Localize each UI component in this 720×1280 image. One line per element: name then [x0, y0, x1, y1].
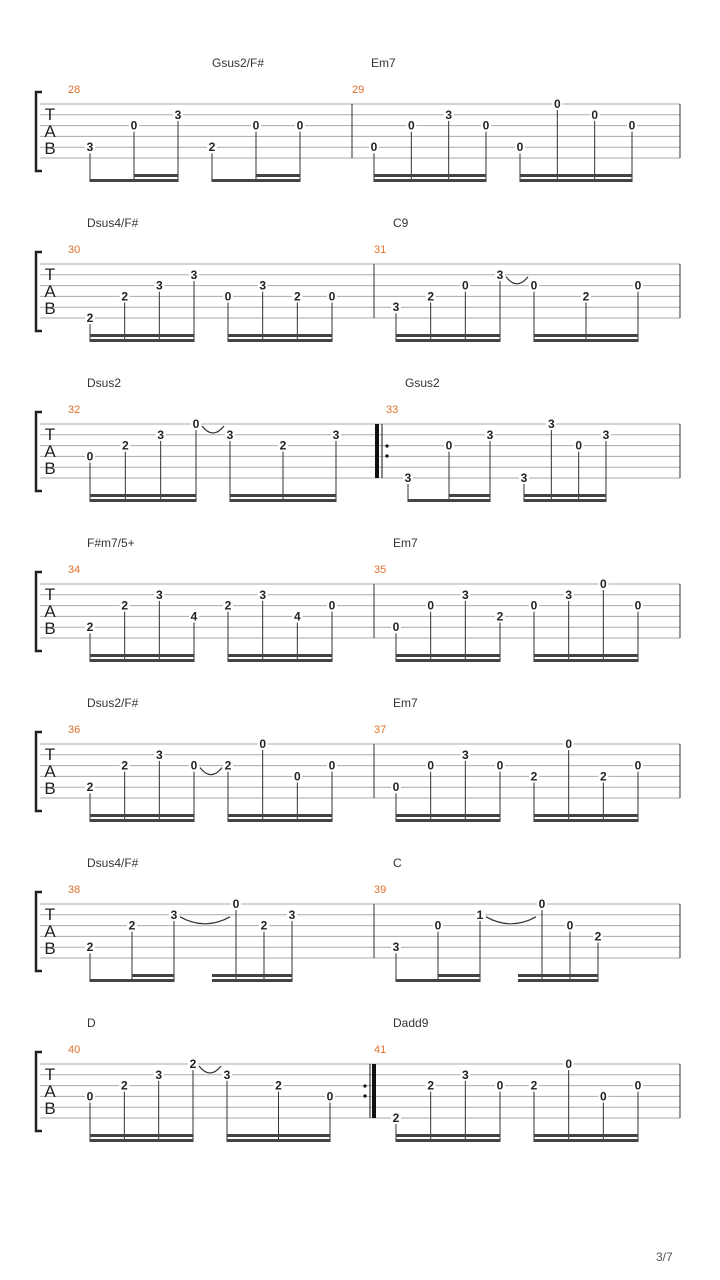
fret-number: 3 [190, 267, 198, 282]
beam [396, 659, 500, 662]
beam [227, 1139, 330, 1142]
fret-number: 3 [155, 747, 163, 762]
beam [449, 494, 490, 497]
tab-clef-letter: T [44, 1065, 56, 1084]
page-number: 3/7 [656, 1250, 673, 1264]
fret-number: 3 [461, 1067, 469, 1082]
fret-number: 0 [86, 1089, 94, 1104]
fret-number: 0 [553, 97, 561, 111]
fret-number: 3 [155, 278, 163, 293]
tab-clef-letter: A [44, 762, 56, 781]
fret-number: 3 [332, 427, 340, 442]
fret-number: 0 [328, 289, 336, 304]
chord-name: Gsus2 [405, 376, 440, 390]
measure-number: 38 [68, 884, 81, 896]
beam [396, 339, 500, 342]
fret-number: 0 [634, 278, 642, 293]
beam [90, 659, 194, 662]
beam [518, 979, 598, 982]
fret-number: 0 [634, 758, 642, 773]
fret-number: 0 [530, 598, 538, 613]
beam [212, 979, 292, 982]
tie-arc [180, 917, 230, 924]
chord-name: Dsus4/F# [87, 856, 139, 870]
fret-number: 3 [157, 427, 165, 442]
beam [534, 334, 638, 337]
measure-number: 36 [68, 724, 81, 736]
fret-number: 2 [120, 1078, 128, 1093]
chord-name: Gsus2/F# [212, 56, 265, 70]
beam [396, 334, 500, 337]
beam [396, 1139, 500, 1142]
fret-number: 3 [259, 587, 267, 602]
fret-number: 3 [445, 107, 453, 122]
beam [396, 819, 500, 822]
fret-number: 0 [496, 758, 504, 773]
tab-clef-letter: A [44, 1082, 56, 1101]
tab-clef-letter: A [44, 922, 56, 941]
fret-number: 0 [252, 118, 260, 133]
fret-number: 3 [86, 140, 94, 155]
tab-clef-letter: T [44, 425, 56, 444]
fret-number: 2 [530, 769, 538, 784]
beam [374, 174, 486, 177]
fret-number: 0 [370, 140, 378, 155]
repeat-dot [385, 454, 388, 457]
fret-number: 0 [565, 737, 573, 751]
fret-number: 3 [565, 587, 573, 602]
tab-clef-letter: T [44, 105, 56, 124]
fret-number: 2 [121, 598, 129, 613]
fret-number: 0 [224, 289, 232, 304]
fret-number: 3 [392, 300, 400, 315]
tie-arc [486, 917, 536, 924]
fret-number: 2 [279, 438, 287, 453]
fret-number: 0 [628, 118, 636, 133]
tie-arc [200, 768, 222, 775]
chord-name: C [393, 856, 402, 870]
fret-number: 2 [275, 1078, 282, 1093]
chord-name: Em7 [371, 56, 396, 70]
fret-number: 0 [427, 598, 435, 613]
repeat-dot [385, 444, 388, 447]
measure-number: 29 [352, 84, 365, 96]
beam [90, 1134, 193, 1137]
fret-number: 0 [591, 107, 599, 122]
tab-clef-letter: B [44, 139, 56, 158]
fret-number: 2 [86, 311, 94, 325]
beam [90, 654, 194, 657]
chord-name: C9 [393, 216, 409, 230]
fret-number: 0 [599, 1089, 607, 1104]
chord-name: Dsus2 [87, 376, 122, 390]
fret-number: 0 [496, 1078, 504, 1093]
fret-number: 0 [192, 417, 200, 431]
chord-name: F#m7/5+ [87, 536, 135, 550]
tab-clef-letter: B [44, 1099, 56, 1118]
fret-number: 0 [392, 780, 400, 795]
fret-number: 1 [476, 907, 484, 922]
tab-clef-letter: B [44, 619, 56, 638]
beam [438, 974, 480, 977]
fret-number: 2 [86, 940, 94, 955]
fret-number: 3 [223, 1067, 231, 1082]
beam [90, 814, 194, 817]
fret-number: 3 [461, 747, 469, 762]
tab-clef-letter: A [44, 122, 56, 141]
beam [518, 974, 598, 977]
beam [534, 1134, 638, 1137]
beam [230, 499, 336, 502]
beam [228, 814, 332, 817]
beam [534, 654, 638, 657]
beam [230, 494, 336, 497]
fret-number: 0 [516, 140, 524, 155]
tab-clef-letter: A [44, 602, 56, 621]
fret-number: 2 [427, 289, 435, 304]
chord-name: Em7 [393, 696, 418, 710]
fret-number: 0 [296, 118, 304, 133]
fret-number: 0 [565, 1057, 573, 1071]
beam [534, 659, 638, 662]
fret-number: 0 [634, 598, 642, 613]
measure-number: 28 [68, 84, 81, 96]
beam [374, 179, 486, 182]
fret-number: 0 [259, 737, 267, 751]
fret-number: 0 [461, 278, 469, 293]
measure-number: 31 [374, 244, 387, 256]
tie-arc [199, 1066, 221, 1073]
fret-number: 0 [392, 620, 400, 635]
fret-number: 0 [538, 897, 546, 911]
tie-arc [202, 426, 224, 433]
measure-number: 41 [374, 1044, 387, 1056]
fret-number: 0 [566, 918, 574, 933]
tab-system [36, 56, 680, 182]
fret-number: 3 [602, 427, 610, 442]
beam [524, 499, 606, 502]
fret-number: 0 [130, 118, 138, 133]
fret-number: 0 [232, 897, 240, 911]
fret-number: 2 [86, 780, 94, 795]
tab-system [36, 1016, 680, 1142]
fret-number: 2 [121, 438, 129, 453]
measure-number: 40 [68, 1044, 81, 1056]
fret-number: 2 [293, 289, 301, 304]
measure-number: 32 [68, 404, 81, 416]
fret-number: 0 [530, 278, 538, 293]
fret-number: 0 [427, 758, 435, 773]
fret-number: 2 [427, 1078, 435, 1093]
tab-clef-letter: B [44, 299, 56, 318]
tab-clef-letter: T [44, 745, 56, 764]
fret-number: 3 [170, 907, 178, 922]
beam [534, 1139, 638, 1142]
tie-arc [506, 277, 528, 284]
tab-clef-letter: T [44, 585, 56, 604]
beam [524, 494, 606, 497]
tab-clef-letter: T [44, 265, 56, 284]
fret-number: 3 [155, 587, 163, 602]
fret-number: 3 [520, 471, 528, 485]
fret-number: 3 [461, 587, 469, 602]
fret-number: 0 [575, 438, 583, 453]
repeat-dot [363, 1094, 366, 1097]
beam [534, 339, 638, 342]
fret-number: 3 [259, 278, 267, 293]
beam [90, 339, 194, 342]
fret-number: 2 [392, 1111, 400, 1125]
fret-number: 0 [326, 1089, 334, 1104]
fret-number: 3 [155, 1067, 163, 1082]
tab-clef-letter: B [44, 459, 56, 478]
beam [212, 179, 300, 182]
fret-number: 2 [86, 620, 94, 635]
measure-number: 37 [374, 724, 387, 736]
fret-number: 2 [121, 289, 129, 304]
fret-number: 4 [190, 609, 198, 624]
fret-number: 3 [288, 907, 296, 922]
tab-clef-letter: T [44, 905, 56, 924]
fret-number: 0 [634, 1078, 642, 1093]
beam [134, 174, 178, 177]
fret-number: 2 [128, 918, 136, 933]
fret-number: 0 [328, 598, 336, 613]
fret-number: 0 [482, 118, 490, 133]
fret-number: 0 [407, 118, 415, 133]
beam [227, 1134, 330, 1137]
repeat-dot [363, 1084, 366, 1087]
chord-name: Dsus4/F# [87, 216, 139, 230]
fret-number: 3 [404, 471, 412, 485]
beam [396, 1134, 500, 1137]
beam [212, 974, 292, 977]
beam [228, 659, 332, 662]
fret-number: 2 [260, 918, 268, 933]
tab-system [36, 856, 680, 982]
measure-number: 33 [386, 404, 399, 416]
beam [408, 499, 490, 502]
fret-number: 0 [445, 438, 453, 453]
fret-number: 2 [208, 140, 216, 155]
fret-number: 3 [174, 107, 182, 122]
fret-number: 0 [190, 758, 198, 773]
fret-number: 2 [594, 929, 602, 944]
fret-number: 2 [530, 1078, 538, 1093]
fret-number: 0 [293, 769, 301, 784]
beam [90, 494, 196, 497]
beam [534, 814, 638, 817]
fret-number: 2 [189, 1057, 197, 1071]
beam [228, 654, 332, 657]
fret-number: 0 [86, 449, 94, 464]
fret-number: 4 [293, 609, 301, 624]
chord-name: Dadd9 [393, 1016, 429, 1030]
measure-number: 30 [68, 244, 81, 256]
measure-number: 39 [374, 884, 387, 896]
measure-number: 34 [68, 564, 81, 576]
beam [520, 174, 632, 177]
tab-clef-letter: B [44, 939, 56, 958]
fret-number: 0 [328, 758, 336, 773]
fret-number: 3 [547, 417, 555, 431]
beam [534, 819, 638, 822]
tab-clef-letter: B [44, 779, 56, 798]
tab-system [36, 696, 680, 822]
beam [396, 979, 480, 982]
beam [90, 1139, 193, 1142]
tab-system [36, 216, 680, 342]
tab-clef-letter: A [44, 442, 56, 461]
tab-system [36, 536, 680, 662]
beam [132, 974, 174, 977]
fret-number: 3 [392, 940, 400, 955]
beam [90, 499, 196, 502]
beam [256, 174, 300, 177]
beam [228, 339, 332, 342]
fret-number: 0 [599, 577, 607, 591]
fret-number: 2 [496, 609, 504, 624]
chord-name: Dsus2/F# [87, 696, 139, 710]
tab-system [36, 376, 680, 502]
beam [228, 819, 332, 822]
fret-number: 2 [599, 769, 607, 784]
beam [396, 654, 500, 657]
beam [396, 814, 500, 817]
chord-name: Em7 [393, 536, 418, 550]
beam [90, 334, 194, 337]
beam [90, 979, 174, 982]
fret-number: 2 [224, 758, 232, 773]
fret-number: 0 [434, 918, 442, 933]
fret-number: 3 [496, 267, 504, 282]
tab-clef-letter: A [44, 282, 56, 301]
beam [90, 179, 178, 182]
fret-number: 3 [226, 427, 234, 442]
beam [90, 819, 194, 822]
fret-number: 2 [121, 758, 129, 773]
fret-number: 2 [582, 289, 590, 304]
fret-number: 3 [486, 427, 494, 442]
beam [520, 179, 632, 182]
fret-number: 2 [224, 598, 232, 613]
beam [228, 334, 332, 337]
chord-name: D [87, 1016, 96, 1030]
measure-number: 35 [374, 564, 387, 576]
